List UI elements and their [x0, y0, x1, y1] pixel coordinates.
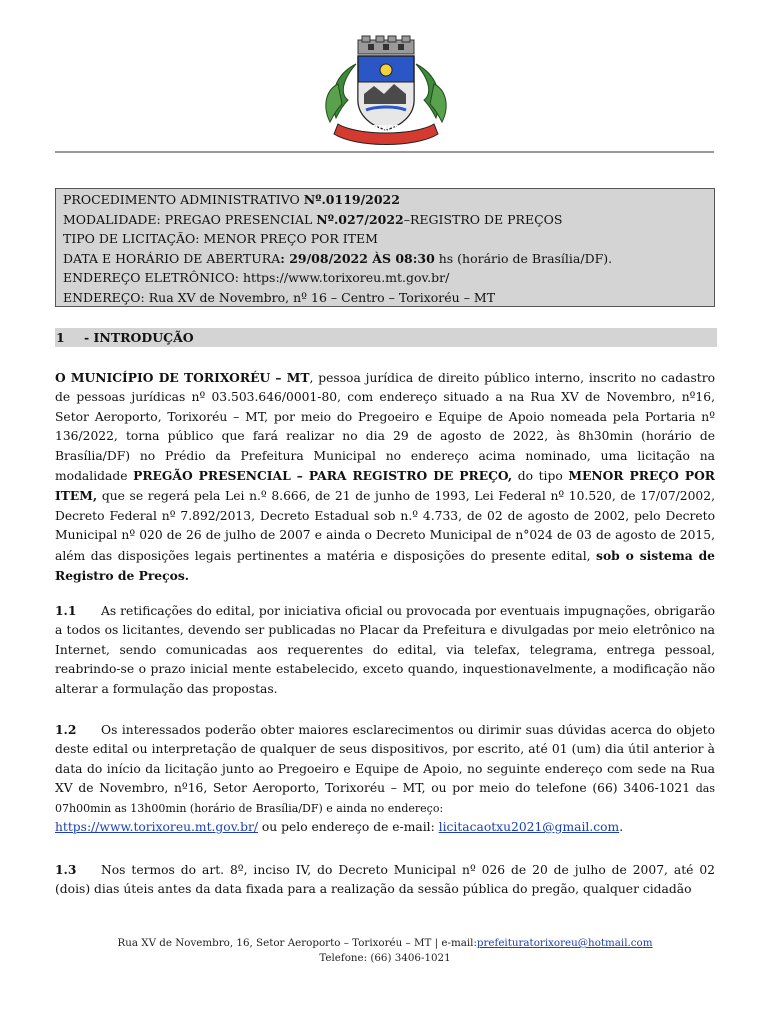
page-footer: Rua XV de Novembro, 16, Setor Aeroporto – Torixoréu – MT | e-mail:prefeituratorixoreu@hotmail.com Telefone: (66) 3406-1021: [55, 936, 715, 966]
footer-phone: Telefone: (66) 3406-1021: [319, 952, 451, 964]
physical-address: ENDEREÇO: Rua XV de Novembro, nº 16 – Centro – Torixoréu – MT: [63, 289, 496, 305]
website-link[interactable]: https://www.torixoreu.mt.gov.br/: [55, 820, 258, 835]
logo-ribbon-text: TORIXORÉU: [359, 124, 413, 133]
clause-1-3: 1.3 Nos termos do art. 8º, inciso IV, do Decreto Municipal nº 026 de 20 de julho de 2007, até 02 (dois) dias úteis antes da data fixada para a realização da sessão pública do pregão, qualquer cidadão: [55, 862, 715, 897]
clause-1-2: 1.2 Os interessados poderão obter maiores esclarecimentos ou dirimir suas dúvidas acerca do objeto deste edital ou interpretação de qualquer de seus dispositivos, por escrito, até 01 (um) dia útil anterior à data do início da licitação junto ao Pregoeiro e Equipe de Apoio, no seguinte endereço com sede na Rua XV de Novembro, nº16, Setor Aeroporto, Torixoréu – MT, ou por meio do telefone (66) 3406-1021 das 07h00min as 13h00min (horário de Brasília/DF) e ainda no endereço: https://www.torixoreu.mt.gov.br/ ou pelo endereço de e-mail: licitacaotxu2021@gmail.com.: [55, 722, 715, 835]
procedure-info-box: [55, 188, 715, 307]
header-divider: [55, 151, 714, 153]
clause-1-1: 1.1 As retificações do edital, por iniciativa oficial ou provocada por eventuais impugnações, obrigarão a todos os licitantes, devendo ser publicadas no Placar da Prefeitura e divulgadas por meio eletrônico na Internet, sendo comunicadas aos requerentes do edital, via telefax, telegrama, entrega pessoal, reabrindo-se o prazo inicial mente estabelecido, exceto quando, inquestionavelmente, a modificação não alterar a formulação das propostas.: [55, 603, 715, 696]
modality: MODALIDADE: PREGAO PRESENCIAL Nº.027/2022–REGISTRO DE PREÇOS: [63, 211, 563, 227]
electronic-address: ENDEREÇO ELETRÔNICO: https://www.torixoreu.mt.gov.br/: [63, 270, 450, 286]
procedure-number: PROCEDIMENTO ADMINISTRATIVO Nº.0119/2022: [63, 192, 400, 207]
section-heading-introducao: 1 - INTRODUÇÃO: [55, 328, 717, 347]
footer-email-link[interactable]: prefeituratorixoreu@hotmail.com: [476, 937, 653, 949]
opening-date: DATA E HORÁRIO DE ABERTURA: 29/08/2022 ÀS 08:30 hs (horário de Brasília/DF).: [63, 250, 613, 266]
bidding-email-link[interactable]: licitacaotxu2021@gmail.com: [438, 820, 620, 835]
tender-type: TIPO DE LICITAÇÃO: MENOR PREÇO POR ITEM: [63, 231, 378, 247]
intro-paragraph: O MUNICÍPIO DE TORIXORÉU – MT, pessoa jurídica de direito público interno, inscrito no cadastro de pessoas jurídicas nº 03.503.646/0001-80, com endereço situado a na Rua XV de Novembro, nº16, Setor Aeroporto, Torixoréu – MT, por meio do Pregoeiro e Equipe de Apoio nomeada pela Portaria nº 136/2022, torna público que fará realizar no dia 29 de agosto de 2022, às 8h30min (horário de Brasília/DF) no Prédio da Prefeitura Municipal no endereço acima nominado, uma licitação na modalidade PREGÃO PRESENCIAL – PARA REGISTRO DE PREÇO, do tipo MENOR PREÇO POR ITEM, que se regerá pela Lei n.º 8.666, de 21 de junho de 1993, Lei Federal nº 10.520, de 17/07/2002, Decreto Federal nº 7.892/2013, Decreto Estadual sob n.º 4.733, de 02 de agosto de 2002, pelo Decreto Municipal nº 020 de 26 de julho de 2007 e ainda o Decreto Municipal de n°024 de 03 de agosto de 2015, além das disposições legais pertinentes a matéria e disposições do presente edital, sob o sistema de Registro de Preços.: [55, 370, 715, 584]
